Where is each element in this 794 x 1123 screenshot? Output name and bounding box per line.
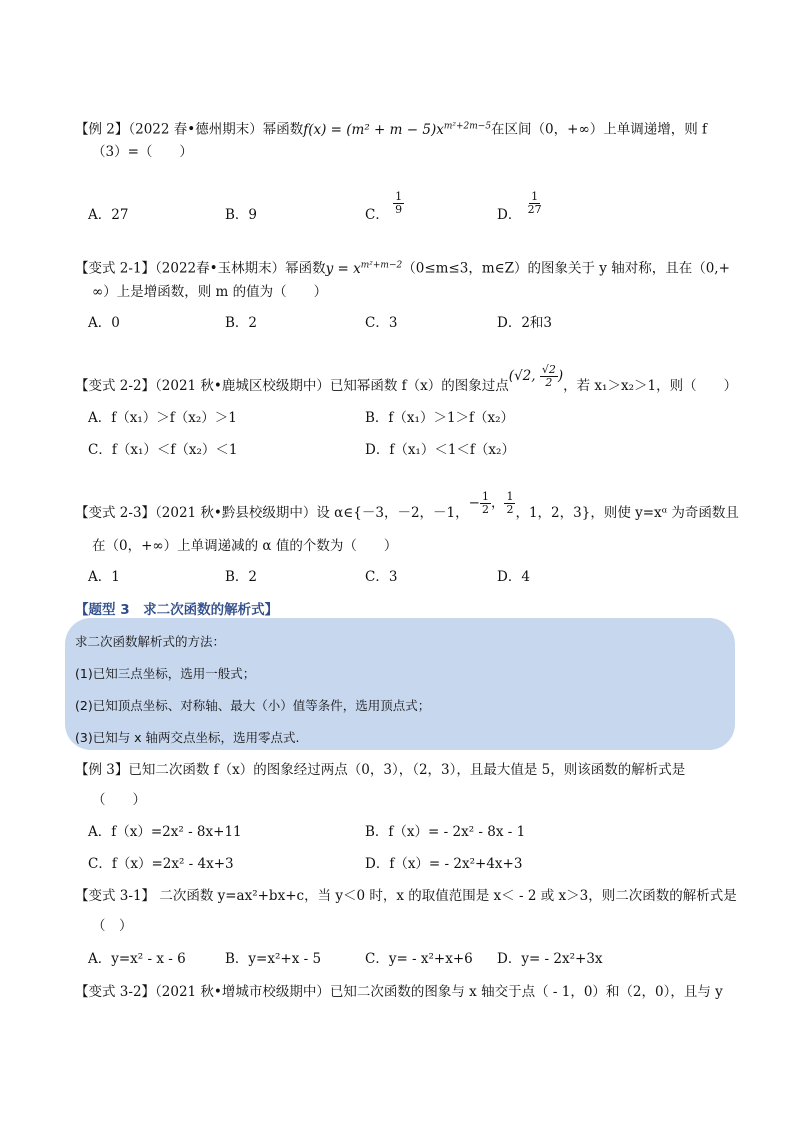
v22-option-b[interactable]: B．f（x₁）＞1＞f（x₂） [365, 410, 515, 426]
v23-option-b[interactable]: B．2 [225, 569, 258, 585]
v22-option-c[interactable]: C．f（x₁）＜f（x₂）＜1 [88, 442, 238, 458]
ex2-question-line2: （3）=（ ） [92, 144, 193, 160]
v22-point-num: √2 [541, 363, 556, 376]
method-line-2: (2)已知顶点坐标、对称轴、最大（小）值等条件，选用顶点式； [75, 698, 431, 713]
ex2-func-base: f(x) = (m² + m − 5)x [303, 121, 444, 138]
v21-option-c[interactable]: C．3 [365, 315, 398, 331]
ex3-option-a[interactable]: A．f（x）=2x² - 8x+11 [88, 824, 242, 840]
v22-tail: ，若 x₁＞x₂＞1，则（ ） [563, 378, 738, 394]
v21-question-line2: ∞）上是增函数，则 m 的值为（ ） [92, 284, 328, 300]
v31-question-line2: （ ） [92, 918, 133, 934]
v22-point [509, 364, 563, 389]
v23-f2-num: 1 [506, 490, 514, 503]
ex2-option-a[interactable]: A．27 [88, 207, 129, 223]
ex3-option-d[interactable]: D．f（x）= - 2x²+4x+3 [365, 856, 523, 872]
method-line-0: 求二次函数解析式的方法： [75, 634, 226, 649]
ex2-question-line1 [75, 116, 707, 140]
v31-option-b[interactable]: B．y=x²+x - 5 [225, 951, 322, 967]
method-line-3: (3)已知与 x 轴两交点坐标，选用零点式. [75, 730, 300, 745]
v31-option-a[interactable]: A．y=x² - x - 6 [88, 951, 186, 967]
ex2-option-c[interactable] [365, 190, 404, 225]
ex2-d-num: 1 [531, 190, 539, 203]
v23-f1-den: 2 [481, 503, 489, 516]
v23-question-line1 [75, 490, 739, 526]
v21-option-d[interactable]: D．2和3 [497, 315, 553, 331]
section-title: 【题型 3 求二次函数的解析式】 [75, 602, 279, 618]
ex2-option-c-label: C． [365, 207, 389, 223]
v21-option-a[interactable]: A．0 [88, 315, 120, 331]
v23-tail: ，1，2，3}，则使 y=xᵅ 为奇函数且 [515, 505, 739, 521]
v22-option-d[interactable]: D．f（x₁）＜1＜f（x₂） [365, 442, 515, 458]
v23-option-d[interactable]: D．4 [497, 569, 530, 585]
ex3-question-line2: （ ） [92, 792, 146, 808]
v21-question-line1 [75, 255, 730, 279]
v22-point-pre: (√2, [508, 368, 536, 384]
v23-question-line2: 在（0，+∞）上单调递减的 α 值的个数为（ ） [92, 538, 398, 554]
v23-frac-2 [504, 491, 515, 516]
v23-f1-num: 1 [481, 490, 489, 503]
v23-fractions [469, 491, 516, 516]
v21-tail: （0≤m≤3，m∈Z）的图象关于 y 轴对称，且在（0,+ [402, 260, 730, 277]
v31-option-c[interactable]: C．y= - x²+x+6 [365, 951, 473, 967]
v23-neg: − [468, 495, 480, 511]
ex2-option-d-fraction [526, 191, 544, 216]
ex2-func-exponent: m²+2m−5 [443, 121, 492, 131]
v23-option-c[interactable]: C．3 [365, 569, 398, 585]
ex3-option-c[interactable]: C．f（x）=2x² - 4x+3 [88, 856, 234, 872]
ex2-option-c-fraction [393, 191, 404, 216]
v22-point-fraction [540, 364, 558, 389]
ex2-function [303, 122, 491, 138]
v31-question-line1: 【变式 3-1】 二次函数 y=ax²+bx+c，当 y＜0 时，x 的取值范围是 x＜ - 2 或 x＞3，则二次函数的解析式是 [75, 888, 737, 904]
ex2-head: 【例 2】（2022 春•德州期末）幂函数 [75, 121, 304, 138]
v21-option-b[interactable]: B．2 [225, 315, 258, 331]
v22-point-post: ) [557, 368, 564, 384]
ex2-c-den: 9 [395, 203, 403, 216]
v23-head: 【变式 2-3】（2021 秋•黔县校级期中）设 α∈{－3，－2，－1， [75, 505, 469, 521]
v21-func-exponent: m²+m−2 [360, 260, 403, 270]
v21-func-base: y = x [325, 260, 361, 277]
v22-point-den: 2 [545, 376, 553, 389]
ex3-option-b[interactable]: B．f（x）= - 2x² - 8x - 1 [365, 824, 526, 840]
v21-head: 【变式 2-1】（2022春•玉林期末）幂函数 [75, 260, 326, 277]
v23-comma: ， [490, 495, 505, 511]
v31-option-d[interactable]: D．y= - 2x²+3x [497, 951, 603, 967]
v22-question-line1 [75, 363, 738, 399]
ex2-tail: 在区间（0，+∞）上单调递增，则 f [491, 121, 707, 138]
ex2-option-b[interactable]: B．9 [225, 207, 258, 223]
v21-function [326, 261, 403, 277]
v22-head: 【变式 2-2】（2021 秋•鹿城区校级期中）已知幂函数 f（x）的图象过点 [75, 378, 509, 394]
v23-f2-den: 2 [506, 503, 514, 516]
ex2-c-num: 1 [395, 190, 403, 203]
method-box [65, 618, 735, 750]
method-line-1: (1)已知三点坐标，选用一般式； [75, 666, 256, 681]
ex3-question-line1: 【例 3】已知二次函数 f（x）的图象经过两点（0，3），（2，3），且最大值是 5，则该函数的解析式是 [75, 762, 686, 778]
v22-option-a[interactable]: A．f（x₁）＞f（x₂）＞1 [88, 410, 237, 426]
v32-question-line1: 【变式 3-2】（2021 秋•增城市校级期中）已知二次函数的图象与 x 轴交于点（ - 1，0）和（2，0），且与 y [75, 984, 723, 1000]
ex2-d-den: 27 [527, 203, 542, 216]
v23-frac-1 [480, 491, 491, 516]
v23-option-a[interactable]: A．1 [88, 569, 120, 585]
ex2-option-d-label: D． [497, 207, 522, 223]
ex2-option-d[interactable] [497, 190, 544, 225]
